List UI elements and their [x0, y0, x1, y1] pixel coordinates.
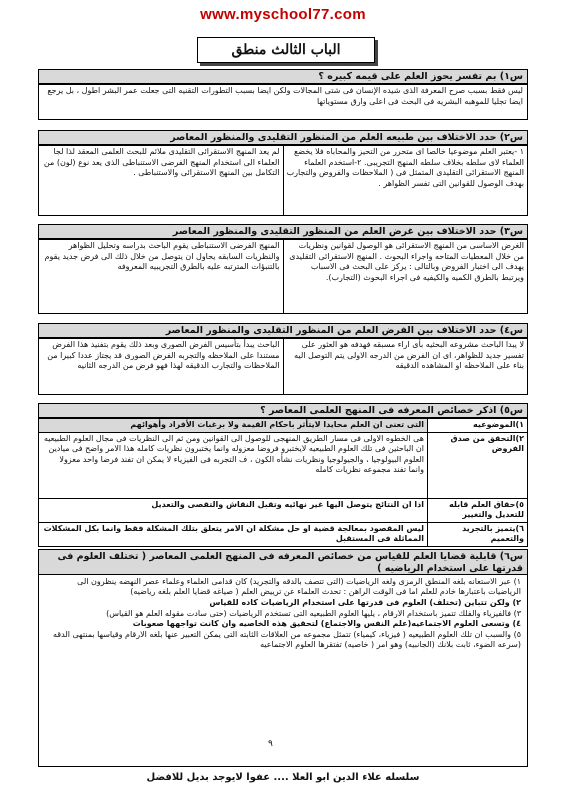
- q5-text-3: اذا ان النتائج يتوصل اليها غير نهائيه وتقبل النقاش والتقصى والتعديل: [39, 498, 428, 522]
- q5-label-4: ٦)يتميز بالتجريد والتعميم: [428, 522, 528, 546]
- q5-text-2: هى الخطوه الاولى فى مسار الطريق المنهجى للوصول الى القوانين ومن ثم الى النظريات فى مجال العلوم الطبيعيه ان الباحثين فى تلك العلوم الطبيعيه لايختبرو فروضا معزوله وانما يختبرون نظريات كامله هذا الامر واضح فى ميادين العلوم البيولوجيا ، والجيولوجيا ونظريات نشأه الكون ، ف التجربه فى الفيزياء لا يمكن ان تفند فرضا واحد معزولا وانما تفند مجموعه نظريات كامله: [39, 432, 428, 498]
- q6-body: [38, 575, 528, 767]
- q5-text-4: ليس المقصود بمعالجة قضية او حل مشكلة ان الامر يتعلق بتلك المشكلة فقط وانما بكل المشكلات المماثلة فى المستقبل: [39, 522, 428, 546]
- q1-title: س١) بم تفسر يحوز العلم على قيمه كبيره ؟: [38, 69, 528, 84]
- q5-label-3: ٥)حقاق العلم قابله للتعديل والتغيير: [428, 498, 528, 522]
- q3-table: [38, 239, 528, 314]
- q3-title: س٣) حدد الاختلاف بين غرض العلم من المنظور التقليدى والمنظور المعاصر: [38, 224, 528, 239]
- page-number: ٩: [268, 739, 273, 749]
- q6-item-2: ٢) ولكن تتباين (تختلف) العلوم فى قدرتها على استخدام الرياضيات كاده للقياس: [209, 597, 521, 607]
- q6-item-1: ١) عبر الاستعانه بلغه المنطق الرمزى ولغه الرياضيات (التى تتصف بالدقه والتجريد) كان قدامى العلماء وعلماء عصر النهضه ينظرون الى الرياضيات باعتبارها خادم للعلم اما فى الوقت الراهن : تحدث العلماء عن ترييض العلم ( صياغه قضايا العلم بلغه رياضيه): [77, 577, 521, 597]
- q6-item-3: ٣) فالفيزياء والفلك تتميز باستخدام الارقام ، يليها العلوم الطبيعيه التى تستخدم الرياضيات (حتى سادت مقوله العلم هو القياس): [106, 608, 521, 618]
- q4-modern: الباحث يبدأ بتأسيس الفرض الصورى وبعد ذلك يقوم بتفنيد هذا الفرض مستندا على الملاحظه والتجربه الفرض الصورى قد يجتاز عددا كبيرا من الملاحظات والتجارب الدقيقه لهذا فهو فرض من الدرجه الثانيه: [39, 339, 284, 395]
- q4-table: [38, 338, 528, 395]
- q2-table: [38, 145, 528, 216]
- q5-label-1: ١)الموضوعيه: [428, 419, 528, 433]
- q2-title: س٢) حدد الاختلاف بين طبيعه العلم من المنظور التقليدى والمنظور المعاصر: [38, 130, 528, 145]
- q5-text-1: التى تعنى ان العلم محايدا لايتأثر باحكام القيمة ولا برغبات الأفراد وأهوائهم: [39, 419, 428, 433]
- footer-text: سلسله علاء الدين ابو العلا .... عفوا لايوجد بديل للافضل: [146, 772, 420, 783]
- q4-title: س٤) حدد الاختلاف بين الفرض العلم من المنظور التقليدى والمنظور المعاصر: [38, 323, 528, 338]
- q3-traditional: الغرض الاساسى من المنهج الاستقرائى هو الوصول لقوانين ونظريات من خلال المعطيات المتاحه واجراء البحوث . المنهج الاستقرائى التقليدى يهدف الى اختبار الفروض وبالتالى : يركز على البحث فى الاسباب ويرتبط بالطرق الكميه والكيفيه فى اجراء البحوث (التجارب).: [283, 240, 528, 314]
- site-url[interactable]: www.myschool77.com: [200, 6, 366, 23]
- q6-item-4: ٤) وتسعى العلوم الاجتماعيه(علم النفس والاجتماع) لتحقيق هذه الخاصيه وان كانت تواجهها صعوبات: [132, 619, 521, 629]
- q3-modern: المنهج الفرضى الاستنباطى يقوم الباحث بدراسه وتحليل الظواهر والنظريات السابقه يحاول ان يتوصل من خلال ذلك الى فرض جديد يقوم بالتنبؤات المترتبه عليه بالطرق التجريبيه المعروفه: [39, 240, 284, 314]
- q2-traditional: ١ -يعتبر العلم موضوعيا خالصا اى متحرر من التحيز والمحاباه فلا يخضع العلماء لاى سلطه بخلاف سلطه المنهج التجريبى. ٢-استخدم العلماء المنهج الاستقرائى التقليدى المتمثل فى ( الملاحظات والفروض والتجارب بهدف الوصول للقوانين التى تفسر الظواهر .: [283, 146, 528, 216]
- q4-traditional: لا يبدا الباحث مشروعه البحثيه بأى اراء مسبقه فهدفه هو العثور على تفسير جديد للظواهر، اى ان الفرض من الدرجه الاولى يتم التوصل اليه بناء على الملاحظه او المشاهده الدقيقه: [283, 339, 528, 395]
- chapter-title: الباب الثالث منطق: [197, 37, 375, 63]
- q5-title: س٥) اذكر خصائص المعرفه فى المنهج العلمى المعاصر ؟: [38, 403, 528, 418]
- q1-answer: ليس فقط بسبب صرح المعرفة الذى شيده الإنسان فى شتى المجالات ولكن ايضا بسبب التطورات التقنيه التى جعلت عمر البشر اطول ، بل يرجع ايضا تجليا للموهبه البشريه فى البحث فى اعلى وارق مستوياتها: [38, 84, 528, 120]
- q5-table: [38, 418, 528, 547]
- q6-title: س٦) قابلية قضايا العلم للقياس من خصائص المعرفه فى المنهج العلمى المعاصر ( تختلف العلوم فى قدرتها على استخدام الرياضيه ): [38, 549, 528, 575]
- q6-item-5: ٥) والسبب ان تلك العلوم الطبيعيه ( فيزياء، كيمياء) تتمثل مجموعه من العلاقات الثابته التى يمكن التعبير عنها بلغه الارقام وقياسها بمنتهى الدقه (سرعه الضوء، ثابت بلانك (الجانبيه) وهو امر ( خاصيه) تفتقرها العلوم الاجتماعيه: [53, 630, 521, 650]
- q5-label-2: ٢)التحقق من صدق الفروض: [428, 432, 528, 498]
- q2-modern: لم يعد المنهج الاستقرائى التقليدى ملائم للبحث العلمى المعقد لذا لجا العلماء الى استخدام المنهج الفرضى الاستنباطى الذى يعد نوع (لون) من التكامل بين المنهج الاستقرائى والاستنباطى .: [39, 146, 284, 216]
